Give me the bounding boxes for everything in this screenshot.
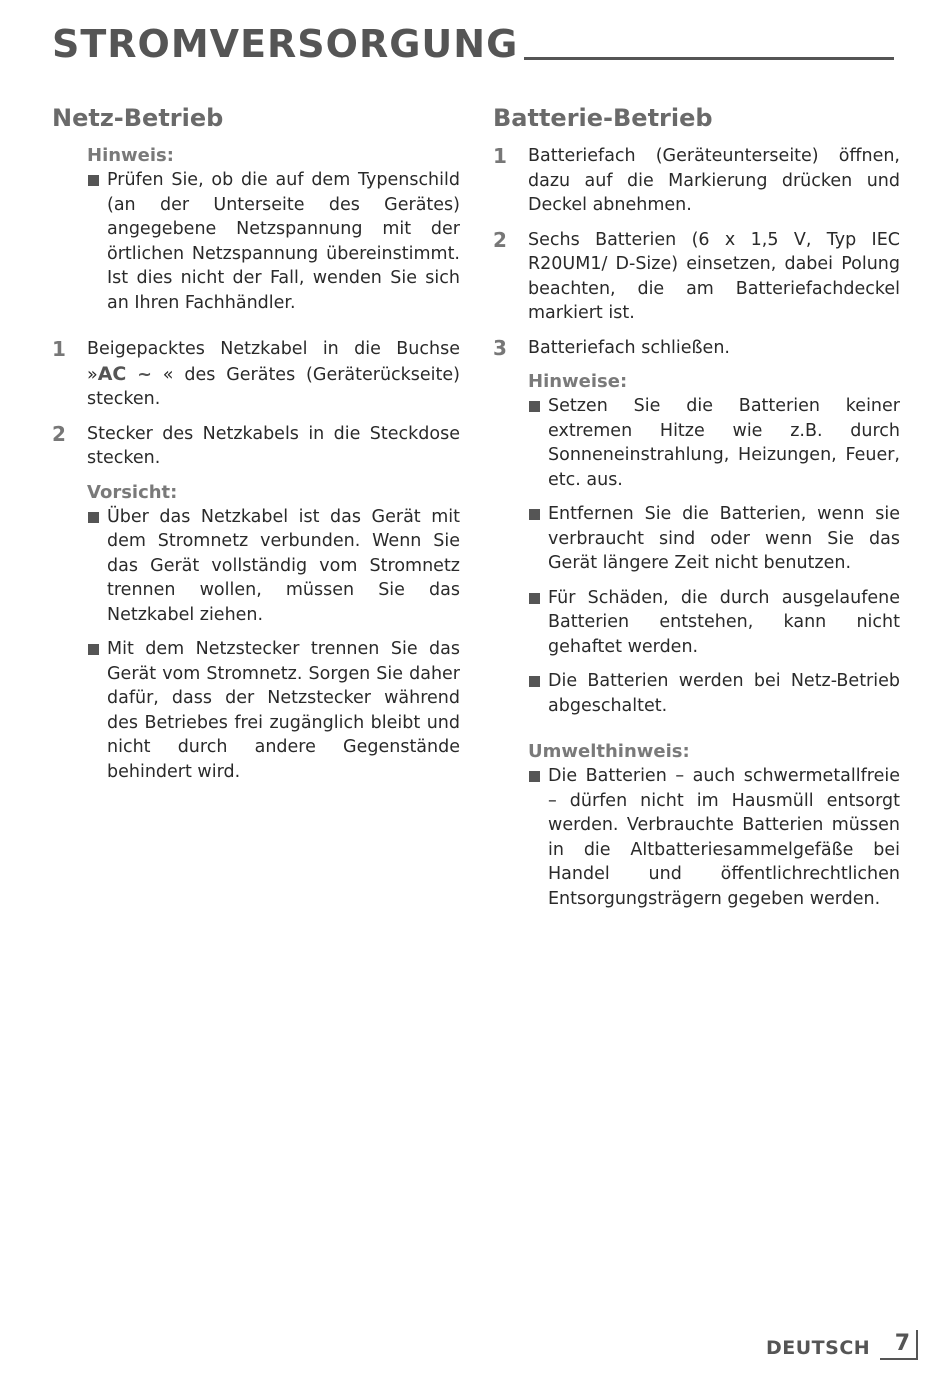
hinweis-block [87, 144, 460, 315]
hinweis-item-text: Prüfen Sie, ob die auf dem Typenschild (an der Unterseite des Gerätes) angegebene Netzspannung mit der örtlichen Netzspannung übereinstimmt. Ist dies nicht der Fall, wenden Sie sich an Ihren Fachhändler. [107, 170, 460, 313]
ac-symbol: AC [97, 362, 127, 385]
step-text-post: « des Gerätes (Geräterückseite) stecken. [87, 364, 460, 409]
bullet-square-icon [529, 593, 540, 604]
vorsicht-item [87, 637, 460, 784]
step-text: Batteriefach (Geräteunterseite) öffnen, dazu auf die Markierung drücken und Deckel abnehmen. [528, 146, 900, 215]
left-column [52, 102, 460, 784]
bullet-square-icon [529, 509, 540, 520]
step-item [493, 336, 900, 361]
step-number: 1 [52, 337, 66, 361]
bullet-square-icon [529, 401, 540, 412]
hinweis-item [87, 168, 460, 315]
hinweise-item-text: Für Schäden, die durch ausgelaufene Batterien entstehen, kann nicht gehaftet werden. [548, 587, 900, 657]
step-item [52, 337, 460, 412]
step-number: 1 [493, 144, 507, 168]
page-number: 7 [880, 1330, 918, 1360]
vorsicht-label: Vorsicht: [87, 481, 178, 503]
page-title [52, 22, 894, 66]
section-heading-batterie: Batterie-Betrieb [493, 104, 713, 132]
title-rule [524, 57, 894, 60]
bullet-square-icon [88, 644, 99, 655]
step-text: Batteriefach schließen. [528, 337, 730, 358]
bullet-square-icon [88, 512, 99, 523]
hinweise-block [528, 370, 900, 911]
vorsicht-item [87, 505, 460, 628]
vorsicht-item-text: Über das Netzkabel ist das Gerät mit dem Stromnetz verbunden. Wenn Sie das Gerät vollständig vom Stromnetz trennen wollen, müssen Sie das Netzkabel ziehen. [107, 506, 460, 625]
vorsicht-item-text: Mit dem Netzstecker trennen Sie das Gerät vom Stromnetz. Sorgen Sie daher dafür, dass der Netzstecker während des Betriebes frei zugänglich bleibt und nicht durch andere Gegenstände behindert wird. [107, 639, 460, 782]
vorsicht-block [87, 481, 460, 785]
step-item [52, 422, 460, 471]
hinweise-item [528, 669, 900, 718]
right-column [493, 102, 900, 911]
hinweis-label: Hinweis: [87, 145, 174, 166]
hinweise-label: Hinweise: [528, 371, 628, 392]
bullet-square-icon [529, 771, 540, 782]
step-item [493, 228, 900, 326]
section-heading-netz: Netz-Betrieb [52, 104, 224, 132]
step-number: 3 [493, 335, 507, 360]
hinweise-item-text: Entfernen Sie die Batterien, wenn sie verbraucht sind oder wenn Sie das Gerät längere Zeit nicht benutzen. [548, 504, 900, 573]
hinweise-item [528, 394, 900, 492]
page-title-text: STROMVERSORGUNG [52, 22, 519, 66]
umwelt-item-text: Die Batterien – auch schwermetallfreie – dürfen nicht im Hausmüll entsorgt werden. Verbrauchte Batterien müssen in die Altbatteriesammelgefäße bei Handel und öffentlichrechtlichen Entsorgungsträgern gegeben werden. [548, 766, 900, 909]
hinweise-item [528, 586, 900, 660]
hinweise-item-text: Die Batterien werden bei Netz-Betrieb abgeschaltet. [548, 671, 900, 716]
ac-tilde-icon: ~ [137, 364, 152, 385]
step-item [493, 144, 900, 218]
step-text-pre: Beigepacktes Netzkabel in die Buchse » [87, 339, 460, 385]
step-text: Sechs Batterien (6 x 1,5 V, Typ IEC R20UM1/ D-Size) einsetzen, dabei Polung beachten, die am Batteriefachdeckel markiert ist. [528, 229, 900, 323]
bullet-square-icon [88, 175, 99, 186]
step-number: 2 [52, 421, 66, 446]
umwelt-label: Umwelthinweis: [528, 741, 690, 762]
hinweise-item-text: Setzen Sie die Batterien keiner extremen Hitze wie z.B. durch Sonneneinstrahlung, Heizungen, Feuer, etc. aus. [548, 396, 900, 490]
umwelt-item [528, 764, 900, 911]
footer-language: DEUTSCH [766, 1337, 871, 1359]
step-text: Stecker des Netzkabels in die Steckdose stecken. [87, 423, 460, 468]
step-number: 2 [493, 227, 507, 252]
hinweise-item [528, 502, 900, 576]
bullet-square-icon [529, 676, 540, 687]
